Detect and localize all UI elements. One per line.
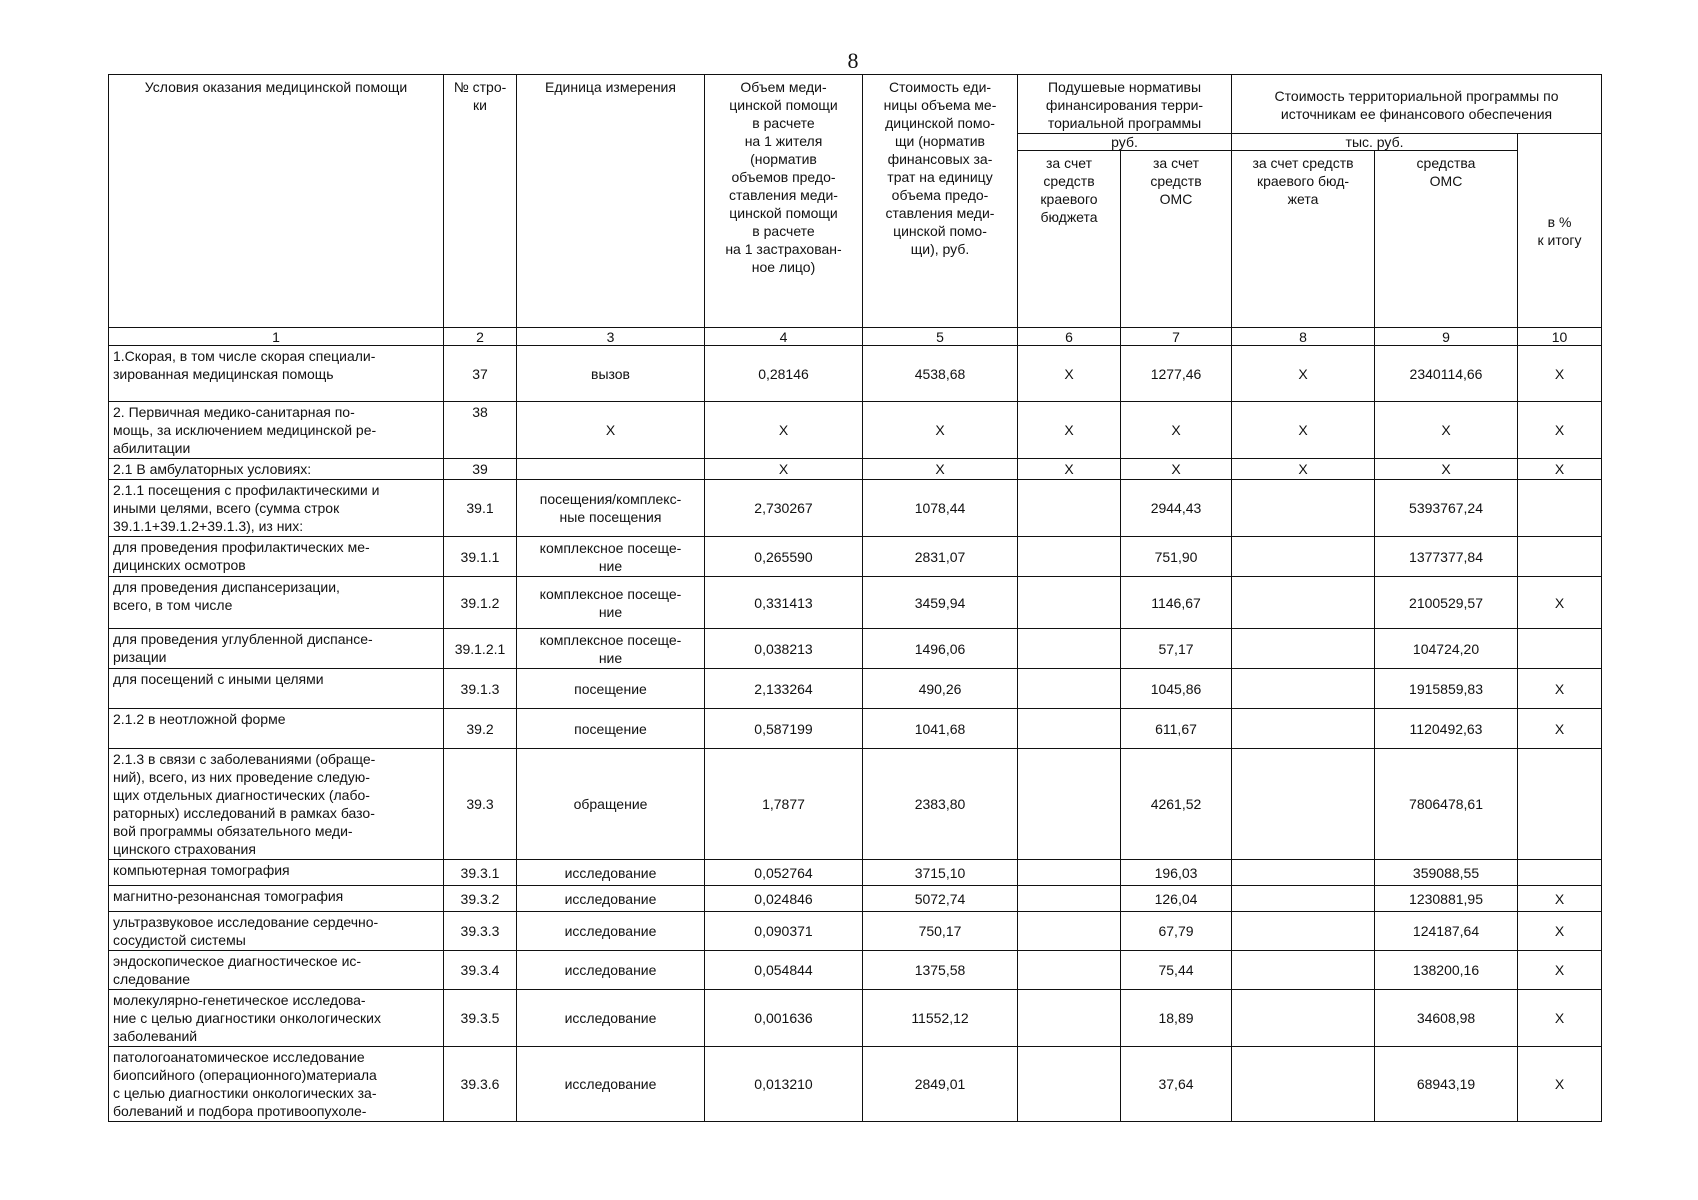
regional-budget-per-capita-cell	[1018, 669, 1121, 709]
regional-budget-per-capita-cell	[1018, 577, 1121, 629]
oms-per-capita-cell: 57,17	[1121, 629, 1232, 669]
percent-of-total-cell	[1518, 749, 1602, 860]
unit-cell: вызов	[517, 346, 705, 402]
unit-cost-cell: 11552,12	[863, 990, 1018, 1047]
volume-per-capita-cell: X	[705, 402, 863, 459]
condition-label-cell: магнитно-резонансная томография	[109, 886, 444, 912]
oms-per-capita-cell: 18,89	[1121, 990, 1232, 1047]
volume-per-capita-cell: 0,587199	[705, 709, 863, 749]
table-row	[109, 459, 1602, 480]
regional-budget-cost-cell	[1232, 709, 1375, 749]
row-number-cell: 39.3.5	[444, 990, 517, 1047]
regional-budget-cost-cell	[1232, 1047, 1375, 1122]
table-row	[109, 990, 1602, 1047]
oms-per-capita-cell: 37,64	[1121, 1047, 1232, 1122]
percent-of-total-cell: X	[1518, 1047, 1602, 1122]
oms-per-capita-cell: X	[1121, 402, 1232, 459]
column-number: 7	[1121, 328, 1232, 346]
unit-cost-cell: 3459,94	[863, 577, 1018, 629]
table-row	[109, 629, 1602, 669]
row-number-cell: 39	[444, 459, 517, 480]
row-number-cell: 39.3.2	[444, 886, 517, 912]
regional-budget-per-capita-cell	[1018, 537, 1121, 577]
column-number: 8	[1232, 328, 1375, 346]
unit-cost-cell: 490,26	[863, 669, 1018, 709]
regional-budget-cost-cell: X	[1232, 459, 1375, 480]
unit-cost-cell: 5072,74	[863, 886, 1018, 912]
column-number: 6	[1018, 328, 1121, 346]
unit-cell: комплексное посеще- ние	[517, 577, 705, 629]
unit-cost-cell: 3715,10	[863, 860, 1018, 886]
regional-budget-cost-cell	[1232, 537, 1375, 577]
header-regional-budget-cost: за счет средств краевого бюд- жета	[1232, 151, 1375, 328]
percent-of-total-cell	[1518, 629, 1602, 669]
regional-budget-cost-cell	[1232, 990, 1375, 1047]
percent-of-total-cell: X	[1518, 912, 1602, 951]
percent-of-total-cell	[1518, 480, 1602, 537]
table-row	[109, 480, 1602, 537]
row-number-cell: 38	[444, 402, 517, 459]
oms-per-capita-cell: 1277,46	[1121, 346, 1232, 402]
percent-of-total-cell: X	[1518, 346, 1602, 402]
oms-cost-cell: 124187,64	[1375, 912, 1518, 951]
percent-of-total-cell	[1518, 860, 1602, 886]
oms-per-capita-cell: 751,90	[1121, 537, 1232, 577]
condition-label-cell: 2. Первичная медико-санитарная по- мощь, за исключением медицинской ре- абилитации	[109, 402, 444, 459]
unit-cost-cell: 4538,68	[863, 346, 1018, 402]
column-number: 1	[109, 328, 444, 346]
unit-cost-cell: 2383,80	[863, 749, 1018, 860]
header-program-cost: Стоимость территориальной программы по источникам ее финансового обеспечения	[1232, 75, 1602, 134]
unit-cost-cell: 750,17	[863, 912, 1018, 951]
table-row	[109, 402, 1602, 459]
oms-cost-cell: 1120492,63	[1375, 709, 1518, 749]
oms-per-capita-cell: 1045,86	[1121, 669, 1232, 709]
unit-cell: комплексное посеще- ние	[517, 537, 705, 577]
oms-per-capita-cell: 4261,52	[1121, 749, 1232, 860]
regional-budget-cost-cell	[1232, 577, 1375, 629]
percent-of-total-cell: X	[1518, 951, 1602, 990]
header-percent-of-total: в % к итогу	[1518, 134, 1602, 328]
row-number-cell: 39.3.6	[444, 1047, 517, 1122]
header-rub: руб.	[1018, 134, 1232, 151]
oms-per-capita-cell: 2944,43	[1121, 480, 1232, 537]
table-row	[109, 537, 1602, 577]
header-thousand-rub: тыс. руб.	[1232, 134, 1518, 151]
oms-per-capita-cell: 67,79	[1121, 912, 1232, 951]
oms-per-capita-cell: 196,03	[1121, 860, 1232, 886]
volume-per-capita-cell: 0,052764	[705, 860, 863, 886]
volume-per-capita-cell: X	[705, 459, 863, 480]
regional-budget-cost-cell	[1232, 886, 1375, 912]
oms-cost-cell: 1915859,83	[1375, 669, 1518, 709]
percent-of-total-cell: X	[1518, 669, 1602, 709]
header-unit-cost: Стоимость еди- ницы объема ме- дицинской помо- щи (норматив финансовых за- трат на единицу объема предо- ставления меди- цинской помо- щи), руб.	[863, 75, 1018, 328]
table-row	[109, 709, 1602, 749]
condition-label-cell: 2.1 В амбулаторных условиях:	[109, 459, 444, 480]
volume-per-capita-cell: 0,054844	[705, 951, 863, 990]
row-number-cell: 39.1.1	[444, 537, 517, 577]
header-conditions: Условия оказания медицинской помощи	[109, 75, 444, 328]
condition-label-cell: 2.1.2 в неотложной форме	[109, 709, 444, 749]
oms-cost-cell: X	[1375, 459, 1518, 480]
column-number: 5	[863, 328, 1018, 346]
row-number-cell: 39.3.4	[444, 951, 517, 990]
volume-per-capita-cell: 0,024846	[705, 886, 863, 912]
row-number-cell: 39.1.3	[444, 669, 517, 709]
table-row	[109, 669, 1602, 709]
regional-budget-cost-cell	[1232, 860, 1375, 886]
table-row	[109, 886, 1602, 912]
unit-cell: посещение	[517, 669, 705, 709]
row-number-cell: 39.2	[444, 709, 517, 749]
unit-cell: посещения/комплекс- ные посещения	[517, 480, 705, 537]
percent-of-total-cell: X	[1518, 459, 1602, 480]
row-number-cell: 39.3.3	[444, 912, 517, 951]
row-number-cell: 39.1	[444, 480, 517, 537]
header-volume: Объем меди- цинской помощи в расчете на 1 жителя (норматив объемов предо- ставления меди- цинской помощи в расчете на 1 застрахован- ное лицо)	[705, 75, 863, 328]
condition-label-cell: для проведения диспансеризации, всего, в том числе	[109, 577, 444, 629]
regional-budget-per-capita-cell: X	[1018, 459, 1121, 480]
oms-cost-cell: 1377377,84	[1375, 537, 1518, 577]
unit-cost-cell: X	[863, 459, 1018, 480]
row-number-cell: 37	[444, 346, 517, 402]
condition-label-cell: патологоанатомическое исследование биопсийного (операционного)материала с целью диагностики онкологических за- болеваний и подбора противоопухоле-	[109, 1047, 444, 1122]
percent-of-total-cell	[1518, 537, 1602, 577]
program-cost-table	[108, 74, 1602, 1122]
header-row-number: № стро- ки	[444, 75, 517, 328]
oms-cost-cell: 5393767,24	[1375, 480, 1518, 537]
regional-budget-cost-cell	[1232, 749, 1375, 860]
condition-label-cell: молекулярно-генетическое исследова- ние с целью диагностики онкологических заболеваний	[109, 990, 444, 1047]
column-number: 9	[1375, 328, 1518, 346]
regional-budget-cost-cell	[1232, 912, 1375, 951]
condition-label-cell: 2.1.3 в связи с заболеваниями (обраще- ний), всего, из них проведение следую- щих отдельных диагностических (лабо- раторных) исследований в рамках базо- вой программы обязательного меди- цинского страхования	[109, 749, 444, 860]
volume-per-capita-cell: 0,28146	[705, 346, 863, 402]
oms-cost-cell: 104724,20	[1375, 629, 1518, 669]
volume-per-capita-cell: 0,265590	[705, 537, 863, 577]
condition-label-cell: для посещений с иными целями	[109, 669, 444, 709]
column-number: 10	[1518, 328, 1602, 346]
regional-budget-per-capita-cell	[1018, 990, 1121, 1047]
volume-per-capita-cell: 0,331413	[705, 577, 863, 629]
row-number-cell: 39.3	[444, 749, 517, 860]
regional-budget-per-capita-cell	[1018, 480, 1121, 537]
row-number-cell: 39.1.2.1	[444, 629, 517, 669]
regional-budget-per-capita-cell	[1018, 886, 1121, 912]
unit-cell: обращение	[517, 749, 705, 860]
header-oms-cost: средства ОМС	[1375, 151, 1518, 328]
column-numbers-row	[109, 328, 1602, 346]
unit-cell: исследование	[517, 1047, 705, 1122]
volume-per-capita-cell: 0,038213	[705, 629, 863, 669]
volume-per-capita-cell: 0,090371	[705, 912, 863, 951]
volume-per-capita-cell: 2,133264	[705, 669, 863, 709]
table-row	[109, 951, 1602, 990]
volume-per-capita-cell: 0,001636	[705, 990, 863, 1047]
volume-per-capita-cell: 2,730267	[705, 480, 863, 537]
table-row	[109, 346, 1602, 402]
regional-budget-per-capita-cell	[1018, 749, 1121, 860]
unit-cell: исследование	[517, 886, 705, 912]
oms-cost-cell: 2340114,66	[1375, 346, 1518, 402]
regional-budget-cost-cell: X	[1232, 402, 1375, 459]
volume-per-capita-cell: 0,013210	[705, 1047, 863, 1122]
condition-label-cell: для проведения профилактических ме- дицинских осмотров	[109, 537, 444, 577]
unit-cell: исследование	[517, 860, 705, 886]
percent-of-total-cell: X	[1518, 709, 1602, 749]
table-row	[109, 577, 1602, 629]
oms-per-capita-cell: 1146,67	[1121, 577, 1232, 629]
condition-label-cell: 1.Скорая, в том числе скорая специали- зированная медицинская помощь	[109, 346, 444, 402]
regional-budget-per-capita-cell: X	[1018, 402, 1121, 459]
oms-cost-cell: 138200,16	[1375, 951, 1518, 990]
condition-label-cell: 2.1.1 посещения с профилактическими и иными целями, всего (сумма строк 39.1.1+39.1.2+39.1.3), из них:	[109, 480, 444, 537]
oms-cost-cell: 359088,55	[1375, 860, 1518, 886]
unit-cell: исследование	[517, 990, 705, 1047]
unit-cost-cell: 1496,06	[863, 629, 1018, 669]
unit-cell: исследование	[517, 912, 705, 951]
table-row	[109, 749, 1602, 860]
row-number-cell: 39.1.2	[444, 577, 517, 629]
row-number-cell: 39.3.1	[444, 860, 517, 886]
regional-budget-cost-cell	[1232, 480, 1375, 537]
unit-cell: исследование	[517, 951, 705, 990]
oms-per-capita-cell: 75,44	[1121, 951, 1232, 990]
oms-cost-cell: 1230881,95	[1375, 886, 1518, 912]
unit-cost-cell: 1078,44	[863, 480, 1018, 537]
condition-label-cell: для проведения углубленной диспансе- ризации	[109, 629, 444, 669]
regional-budget-cost-cell	[1232, 629, 1375, 669]
regional-budget-per-capita-cell	[1018, 709, 1121, 749]
table-row	[109, 1047, 1602, 1122]
unit-cost-cell: 2831,07	[863, 537, 1018, 577]
table-row	[109, 912, 1602, 951]
regional-budget-per-capita-cell	[1018, 912, 1121, 951]
oms-cost-cell: 68943,19	[1375, 1047, 1518, 1122]
percent-of-total-cell: X	[1518, 886, 1602, 912]
oms-per-capita-cell: 611,67	[1121, 709, 1232, 749]
unit-cost-cell: X	[863, 402, 1018, 459]
table-row	[109, 860, 1602, 886]
condition-label-cell: компьютерная томография	[109, 860, 444, 886]
oms-cost-cell: 2100529,57	[1375, 577, 1518, 629]
column-number: 2	[444, 328, 517, 346]
unit-cell: посещение	[517, 709, 705, 749]
oms-cost-cell: 34608,98	[1375, 990, 1518, 1047]
unit-cell: X	[517, 402, 705, 459]
unit-cost-cell: 1041,68	[863, 709, 1018, 749]
unit-cell	[517, 459, 705, 480]
condition-label-cell: эндоскопическое диагностическое ис- следование	[109, 951, 444, 990]
regional-budget-cost-cell	[1232, 669, 1375, 709]
regional-budget-cost-cell: X	[1232, 346, 1375, 402]
oms-per-capita-cell: X	[1121, 459, 1232, 480]
condition-label-cell: ультразвуковое исследование сердечно- сосудистой системы	[109, 912, 444, 951]
oms-per-capita-cell: 126,04	[1121, 886, 1232, 912]
oms-cost-cell: X	[1375, 402, 1518, 459]
regional-budget-per-capita-cell	[1018, 1047, 1121, 1122]
percent-of-total-cell: X	[1518, 577, 1602, 629]
regional-budget-per-capita-cell	[1018, 860, 1121, 886]
regional-budget-per-capita-cell	[1018, 951, 1121, 990]
page-number: 8	[847, 48, 859, 73]
percent-of-total-cell: X	[1518, 402, 1602, 459]
unit-cell: комплексное посеще- ние	[517, 629, 705, 669]
header-per-capita-standards: Подушевые нормативы финансирования терри- ториальной программы	[1018, 75, 1232, 134]
oms-cost-cell: 7806478,61	[1375, 749, 1518, 860]
column-number: 4	[705, 328, 863, 346]
regional-budget-cost-cell	[1232, 951, 1375, 990]
volume-per-capita-cell: 1,7877	[705, 749, 863, 860]
regional-budget-per-capita-cell	[1018, 629, 1121, 669]
percent-of-total-cell: X	[1518, 990, 1602, 1047]
unit-cost-cell: 1375,58	[863, 951, 1018, 990]
header-regional-budget-per-capita: за счет средств краевого бюджета	[1018, 151, 1121, 328]
unit-cost-cell: 2849,01	[863, 1047, 1018, 1122]
header-unit: Единица измерения	[517, 75, 705, 328]
regional-budget-per-capita-cell: X	[1018, 346, 1121, 402]
header-oms-per-capita: за счет средств ОМС	[1121, 151, 1232, 328]
column-number: 3	[517, 328, 705, 346]
